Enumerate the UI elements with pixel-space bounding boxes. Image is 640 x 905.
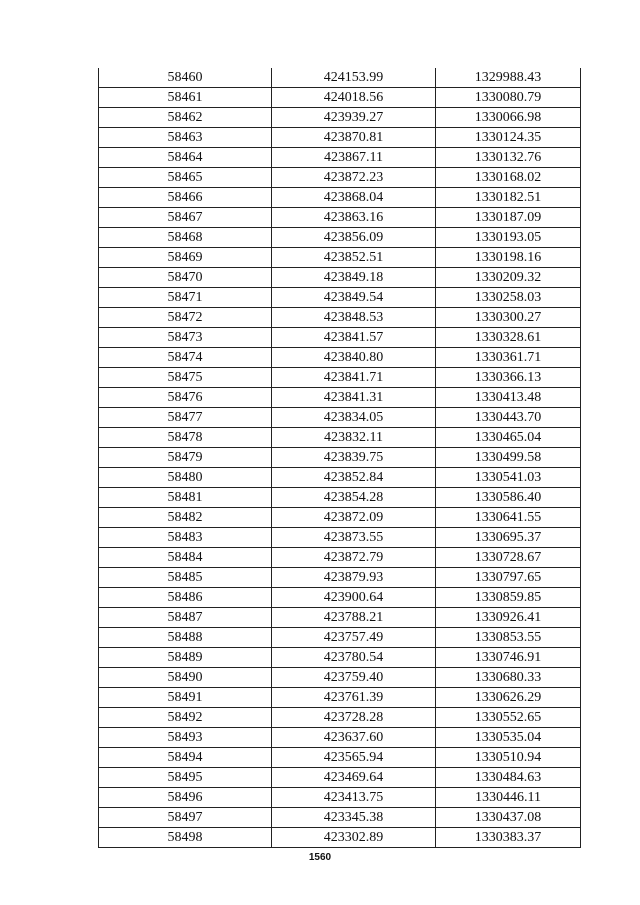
point-id-cell: 58466 [99, 188, 272, 208]
y-coordinate-cell: 1330541.03 [436, 468, 581, 488]
y-coordinate-cell: 1330626.29 [436, 688, 581, 708]
coordinate-table-container [98, 68, 580, 848]
point-id-cell: 58462 [99, 108, 272, 128]
point-id-cell: 58497 [99, 808, 272, 828]
x-coordinate-cell: 423849.18 [272, 268, 436, 288]
x-coordinate-cell: 424153.99 [272, 68, 436, 88]
table-row [99, 668, 581, 688]
y-coordinate-cell: 1330499.58 [436, 448, 581, 468]
y-coordinate-cell: 1330328.61 [436, 328, 581, 348]
table-row [99, 768, 581, 788]
x-coordinate-cell: 423841.31 [272, 388, 436, 408]
x-coordinate-cell: 423873.55 [272, 528, 436, 548]
y-coordinate-cell: 1330484.63 [436, 768, 581, 788]
table-row [99, 808, 581, 828]
x-coordinate-cell: 423345.38 [272, 808, 436, 828]
table-row [99, 528, 581, 548]
x-coordinate-cell: 423852.51 [272, 248, 436, 268]
table-row [99, 68, 581, 88]
x-coordinate-cell: 423728.28 [272, 708, 436, 728]
point-id-cell: 58493 [99, 728, 272, 748]
y-coordinate-cell: 1330552.65 [436, 708, 581, 728]
point-id-cell: 58473 [99, 328, 272, 348]
y-coordinate-cell: 1330080.79 [436, 88, 581, 108]
table-row [99, 548, 581, 568]
x-coordinate-cell: 423840.80 [272, 348, 436, 368]
y-coordinate-cell: 1330258.03 [436, 288, 581, 308]
table-row [99, 448, 581, 468]
point-id-cell: 58488 [99, 628, 272, 648]
y-coordinate-cell: 1330182.51 [436, 188, 581, 208]
point-id-cell: 58479 [99, 448, 272, 468]
table-row [99, 428, 581, 448]
y-coordinate-cell: 1330465.04 [436, 428, 581, 448]
table-row [99, 128, 581, 148]
point-id-cell: 58474 [99, 348, 272, 368]
table-row [99, 388, 581, 408]
point-id-cell: 58477 [99, 408, 272, 428]
point-id-cell: 58470 [99, 268, 272, 288]
x-coordinate-cell: 424018.56 [272, 88, 436, 108]
x-coordinate-cell: 423834.05 [272, 408, 436, 428]
table-row [99, 188, 581, 208]
y-coordinate-cell: 1330066.98 [436, 108, 581, 128]
y-coordinate-cell: 1330168.02 [436, 168, 581, 188]
table-row [99, 588, 581, 608]
y-coordinate-cell: 1330510.94 [436, 748, 581, 768]
y-coordinate-cell: 1330746.91 [436, 648, 581, 668]
point-id-cell: 58495 [99, 768, 272, 788]
x-coordinate-cell: 423868.04 [272, 188, 436, 208]
y-coordinate-cell: 1330187.09 [436, 208, 581, 228]
point-id-cell: 58483 [99, 528, 272, 548]
point-id-cell: 58496 [99, 788, 272, 808]
x-coordinate-cell: 423841.57 [272, 328, 436, 348]
table-row [99, 168, 581, 188]
coordinate-table [98, 68, 581, 848]
table-row [99, 748, 581, 768]
x-coordinate-cell: 423872.23 [272, 168, 436, 188]
point-id-cell: 58467 [99, 208, 272, 228]
point-id-cell: 58480 [99, 468, 272, 488]
y-coordinate-cell: 1330535.04 [436, 728, 581, 748]
point-id-cell: 58492 [99, 708, 272, 728]
x-coordinate-cell: 423302.89 [272, 828, 436, 848]
point-id-cell: 58464 [99, 148, 272, 168]
page-number: 1560 [308, 852, 332, 863]
x-coordinate-cell: 423761.39 [272, 688, 436, 708]
x-coordinate-cell: 423759.40 [272, 668, 436, 688]
point-id-cell: 58482 [99, 508, 272, 528]
x-coordinate-cell: 423839.75 [272, 448, 436, 468]
y-coordinate-cell: 1330198.16 [436, 248, 581, 268]
coordinate-table-body [99, 68, 581, 848]
x-coordinate-cell: 423848.53 [272, 308, 436, 328]
y-coordinate-cell: 1330586.40 [436, 488, 581, 508]
point-id-cell: 58484 [99, 548, 272, 568]
y-coordinate-cell: 1330132.76 [436, 148, 581, 168]
table-row [99, 828, 581, 848]
table-row [99, 728, 581, 748]
x-coordinate-cell: 423870.81 [272, 128, 436, 148]
table-row [99, 228, 581, 248]
table-row [99, 368, 581, 388]
table-row [99, 308, 581, 328]
point-id-cell: 58486 [99, 588, 272, 608]
point-id-cell: 58481 [99, 488, 272, 508]
point-id-cell: 58465 [99, 168, 272, 188]
table-row [99, 148, 581, 168]
x-coordinate-cell: 423872.09 [272, 508, 436, 528]
table-row [99, 288, 581, 308]
x-coordinate-cell: 423856.09 [272, 228, 436, 248]
point-id-cell: 58478 [99, 428, 272, 448]
table-row [99, 88, 581, 108]
table-row [99, 108, 581, 128]
x-coordinate-cell: 423841.71 [272, 368, 436, 388]
y-coordinate-cell: 1330443.70 [436, 408, 581, 428]
point-id-cell: 58460 [99, 68, 272, 88]
x-coordinate-cell: 423780.54 [272, 648, 436, 668]
point-id-cell: 58461 [99, 88, 272, 108]
table-row [99, 468, 581, 488]
table-row [99, 708, 581, 728]
x-coordinate-cell: 423879.93 [272, 568, 436, 588]
table-row [99, 488, 581, 508]
y-coordinate-cell: 1330695.37 [436, 528, 581, 548]
point-id-cell: 58494 [99, 748, 272, 768]
y-coordinate-cell: 1330437.08 [436, 808, 581, 828]
point-id-cell: 58469 [99, 248, 272, 268]
x-coordinate-cell: 423852.84 [272, 468, 436, 488]
point-id-cell: 58498 [99, 828, 272, 848]
y-coordinate-cell: 1330797.65 [436, 568, 581, 588]
point-id-cell: 58489 [99, 648, 272, 668]
x-coordinate-cell: 423832.11 [272, 428, 436, 448]
y-coordinate-cell: 1330728.67 [436, 548, 581, 568]
point-id-cell: 58472 [99, 308, 272, 328]
x-coordinate-cell: 423849.54 [272, 288, 436, 308]
table-row [99, 568, 581, 588]
y-coordinate-cell: 1330859.85 [436, 588, 581, 608]
table-row [99, 508, 581, 528]
x-coordinate-cell: 423900.64 [272, 588, 436, 608]
table-row [99, 608, 581, 628]
x-coordinate-cell: 423757.49 [272, 628, 436, 648]
x-coordinate-cell: 423863.16 [272, 208, 436, 228]
point-id-cell: 58463 [99, 128, 272, 148]
point-id-cell: 58471 [99, 288, 272, 308]
point-id-cell: 58485 [99, 568, 272, 588]
table-row [99, 208, 581, 228]
table-row [99, 248, 581, 268]
table-row [99, 328, 581, 348]
x-coordinate-cell: 423867.11 [272, 148, 436, 168]
y-coordinate-cell: 1330413.48 [436, 388, 581, 408]
y-coordinate-cell: 1330680.33 [436, 668, 581, 688]
table-row [99, 268, 581, 288]
table-row [99, 688, 581, 708]
y-coordinate-cell: 1330383.37 [436, 828, 581, 848]
table-row [99, 788, 581, 808]
y-coordinate-cell: 1330641.55 [436, 508, 581, 528]
point-id-cell: 58491 [99, 688, 272, 708]
y-coordinate-cell: 1330361.71 [436, 348, 581, 368]
point-id-cell: 58487 [99, 608, 272, 628]
y-coordinate-cell: 1330446.11 [436, 788, 581, 808]
x-coordinate-cell: 423565.94 [272, 748, 436, 768]
table-row [99, 628, 581, 648]
table-row [99, 648, 581, 668]
x-coordinate-cell: 423469.64 [272, 768, 436, 788]
y-coordinate-cell: 1330366.13 [436, 368, 581, 388]
point-id-cell: 58468 [99, 228, 272, 248]
y-coordinate-cell: 1330300.27 [436, 308, 581, 328]
x-coordinate-cell: 423854.28 [272, 488, 436, 508]
x-coordinate-cell: 423413.75 [272, 788, 436, 808]
point-id-cell: 58476 [99, 388, 272, 408]
x-coordinate-cell: 423939.27 [272, 108, 436, 128]
table-row [99, 348, 581, 368]
point-id-cell: 58475 [99, 368, 272, 388]
y-coordinate-cell: 1330853.55 [436, 628, 581, 648]
y-coordinate-cell: 1330124.35 [436, 128, 581, 148]
y-coordinate-cell: 1329988.43 [436, 68, 581, 88]
y-coordinate-cell: 1330209.32 [436, 268, 581, 288]
x-coordinate-cell: 423872.79 [272, 548, 436, 568]
table-row [99, 408, 581, 428]
x-coordinate-cell: 423637.60 [272, 728, 436, 748]
y-coordinate-cell: 1330926.41 [436, 608, 581, 628]
point-id-cell: 58490 [99, 668, 272, 688]
y-coordinate-cell: 1330193.05 [436, 228, 581, 248]
x-coordinate-cell: 423788.21 [272, 608, 436, 628]
